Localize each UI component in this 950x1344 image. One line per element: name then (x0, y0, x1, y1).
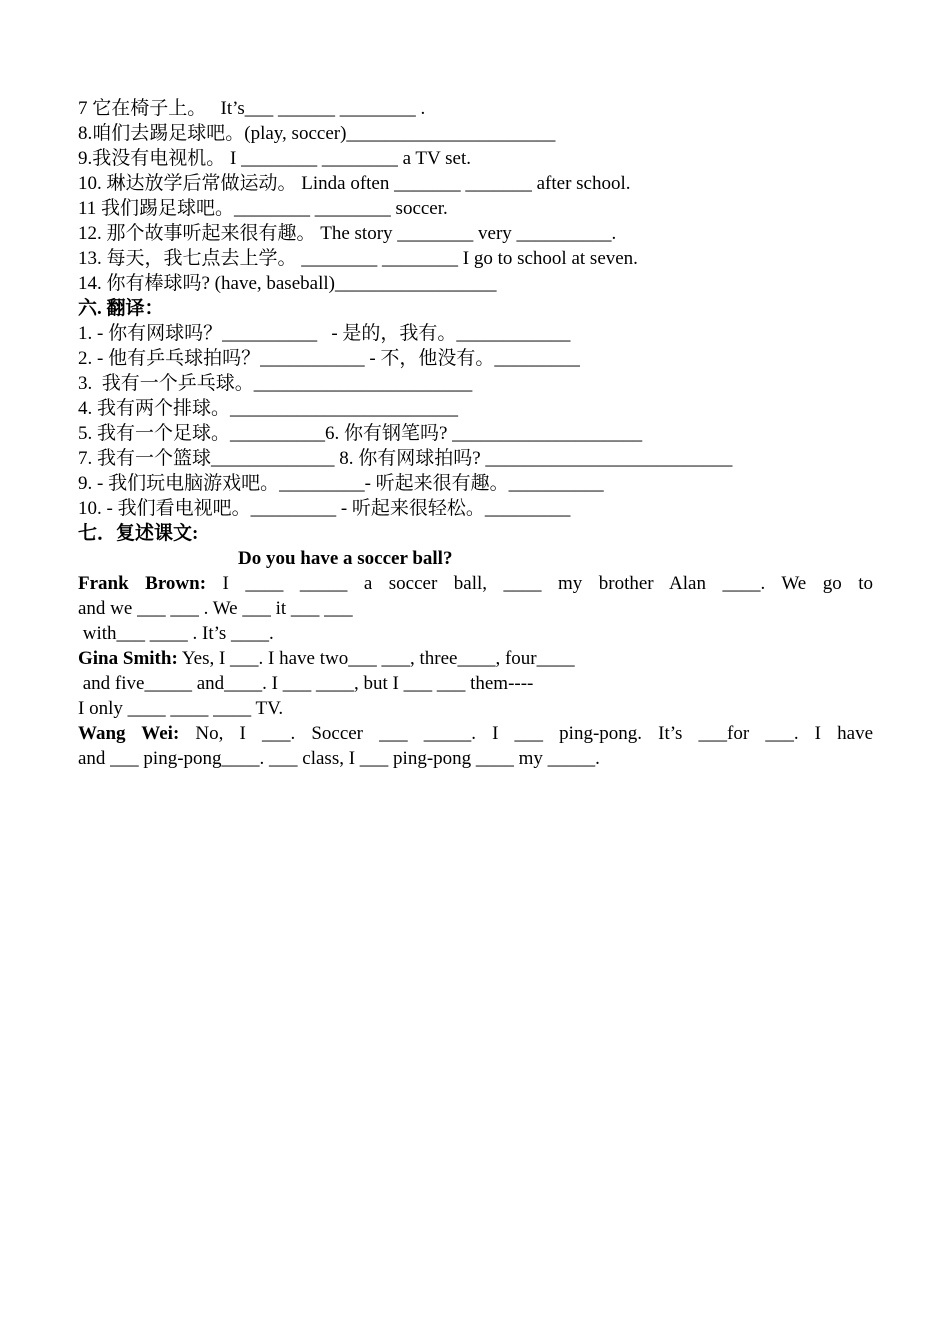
translation-line-1: 1. - 你有网球吗？__________ - 是的，我有。____________ (78, 323, 571, 344)
passage-title: Do you have a soccer ball? (238, 548, 453, 569)
wang-line-2: and ___ ping-pong____. ___ class, I ___ ping-pong ____ my _____. (78, 748, 600, 769)
exercise-line-8: 8.咱们去踢足球吧。(play, soccer)______________________ (78, 123, 556, 144)
exercise-line-10: 10. 琳达放学后常做运动。 Linda often _______ _______ after school. (78, 173, 631, 194)
wang-text-1: No, I ___. Soccer ___ _____. I ___ ping-pong. It’s ___for ___. I have (179, 723, 873, 744)
gina-line-3: I only ____ ____ ____ TV. (78, 698, 284, 719)
translation-line-7-8: 7. 我有一个篮球_____________ 8. 你有网球拍吗? __________________________ (78, 448, 733, 469)
worksheet-page (78, 96, 873, 771)
translation-line-4: 4. 我有两个排球。________________________ (78, 398, 459, 419)
wang-line-1 (78, 721, 873, 746)
exercise-line-13: 13. 每天，我七点去上学。 ________ ________ I go to school at seven. (78, 248, 638, 269)
speaker-wang: Wang Wei: (78, 723, 180, 744)
translation-line-2: 2. - 他有乒乓球拍吗？___________ - 不，他没有。_________ (78, 348, 580, 369)
exercise-line-9: 9.我没有电视机。 I ________ ________ a TV set. (78, 148, 472, 169)
frank-text-1: I ____ _____ a soccer ball, ____ my brother Alan ____. We go to (206, 573, 873, 594)
translation-line-5-6: 5. 我有一个足球。__________6. 你有钢笔吗? ____________________ (78, 423, 643, 444)
speaker-frank: Frank Brown: (78, 573, 207, 594)
frank-line-3: with___ ____ . It’s ____. (78, 623, 274, 644)
section-6-heading: 六. 翻译： (78, 298, 164, 319)
gina-line-1 (78, 646, 873, 671)
speaker-gina: Gina Smith: (78, 648, 178, 669)
section-7-heading: 七．复述课文: (78, 523, 199, 544)
frank-line-1 (78, 571, 873, 596)
translation-line-3: 3. 我有一个乒乓球。_______________________ (78, 373, 473, 394)
translation-line-9: 9. - 我们玩电脑游戏吧。_________- 听起来很有趣。__________ (78, 473, 604, 494)
frank-line-2: and we ___ ___ . We ___ it ___ ___ (78, 598, 353, 619)
gina-text-1: Yes, I ___. I have two___ ___, three____, four____ (177, 648, 575, 669)
exercise-line-7: 7 它在椅子上。 It’s___ ______ ________ . (78, 98, 426, 119)
translation-line-10: 10. - 我们看电视吧。_________ - 听起来很轻松。_________ (78, 498, 571, 519)
exercise-line-11: 11 我们踢足球吧。________ ________ soccer. (78, 198, 448, 219)
gina-line-2: and five_____ and____. I ___ ____, but I ___ ___ them---- (78, 673, 534, 694)
exercise-line-12: 12. 那个故事听起来很有趣。 The story ________ very __________. (78, 223, 617, 244)
exercise-line-14: 14. 你有棒球吗? (have, baseball)_________________ (78, 273, 497, 294)
